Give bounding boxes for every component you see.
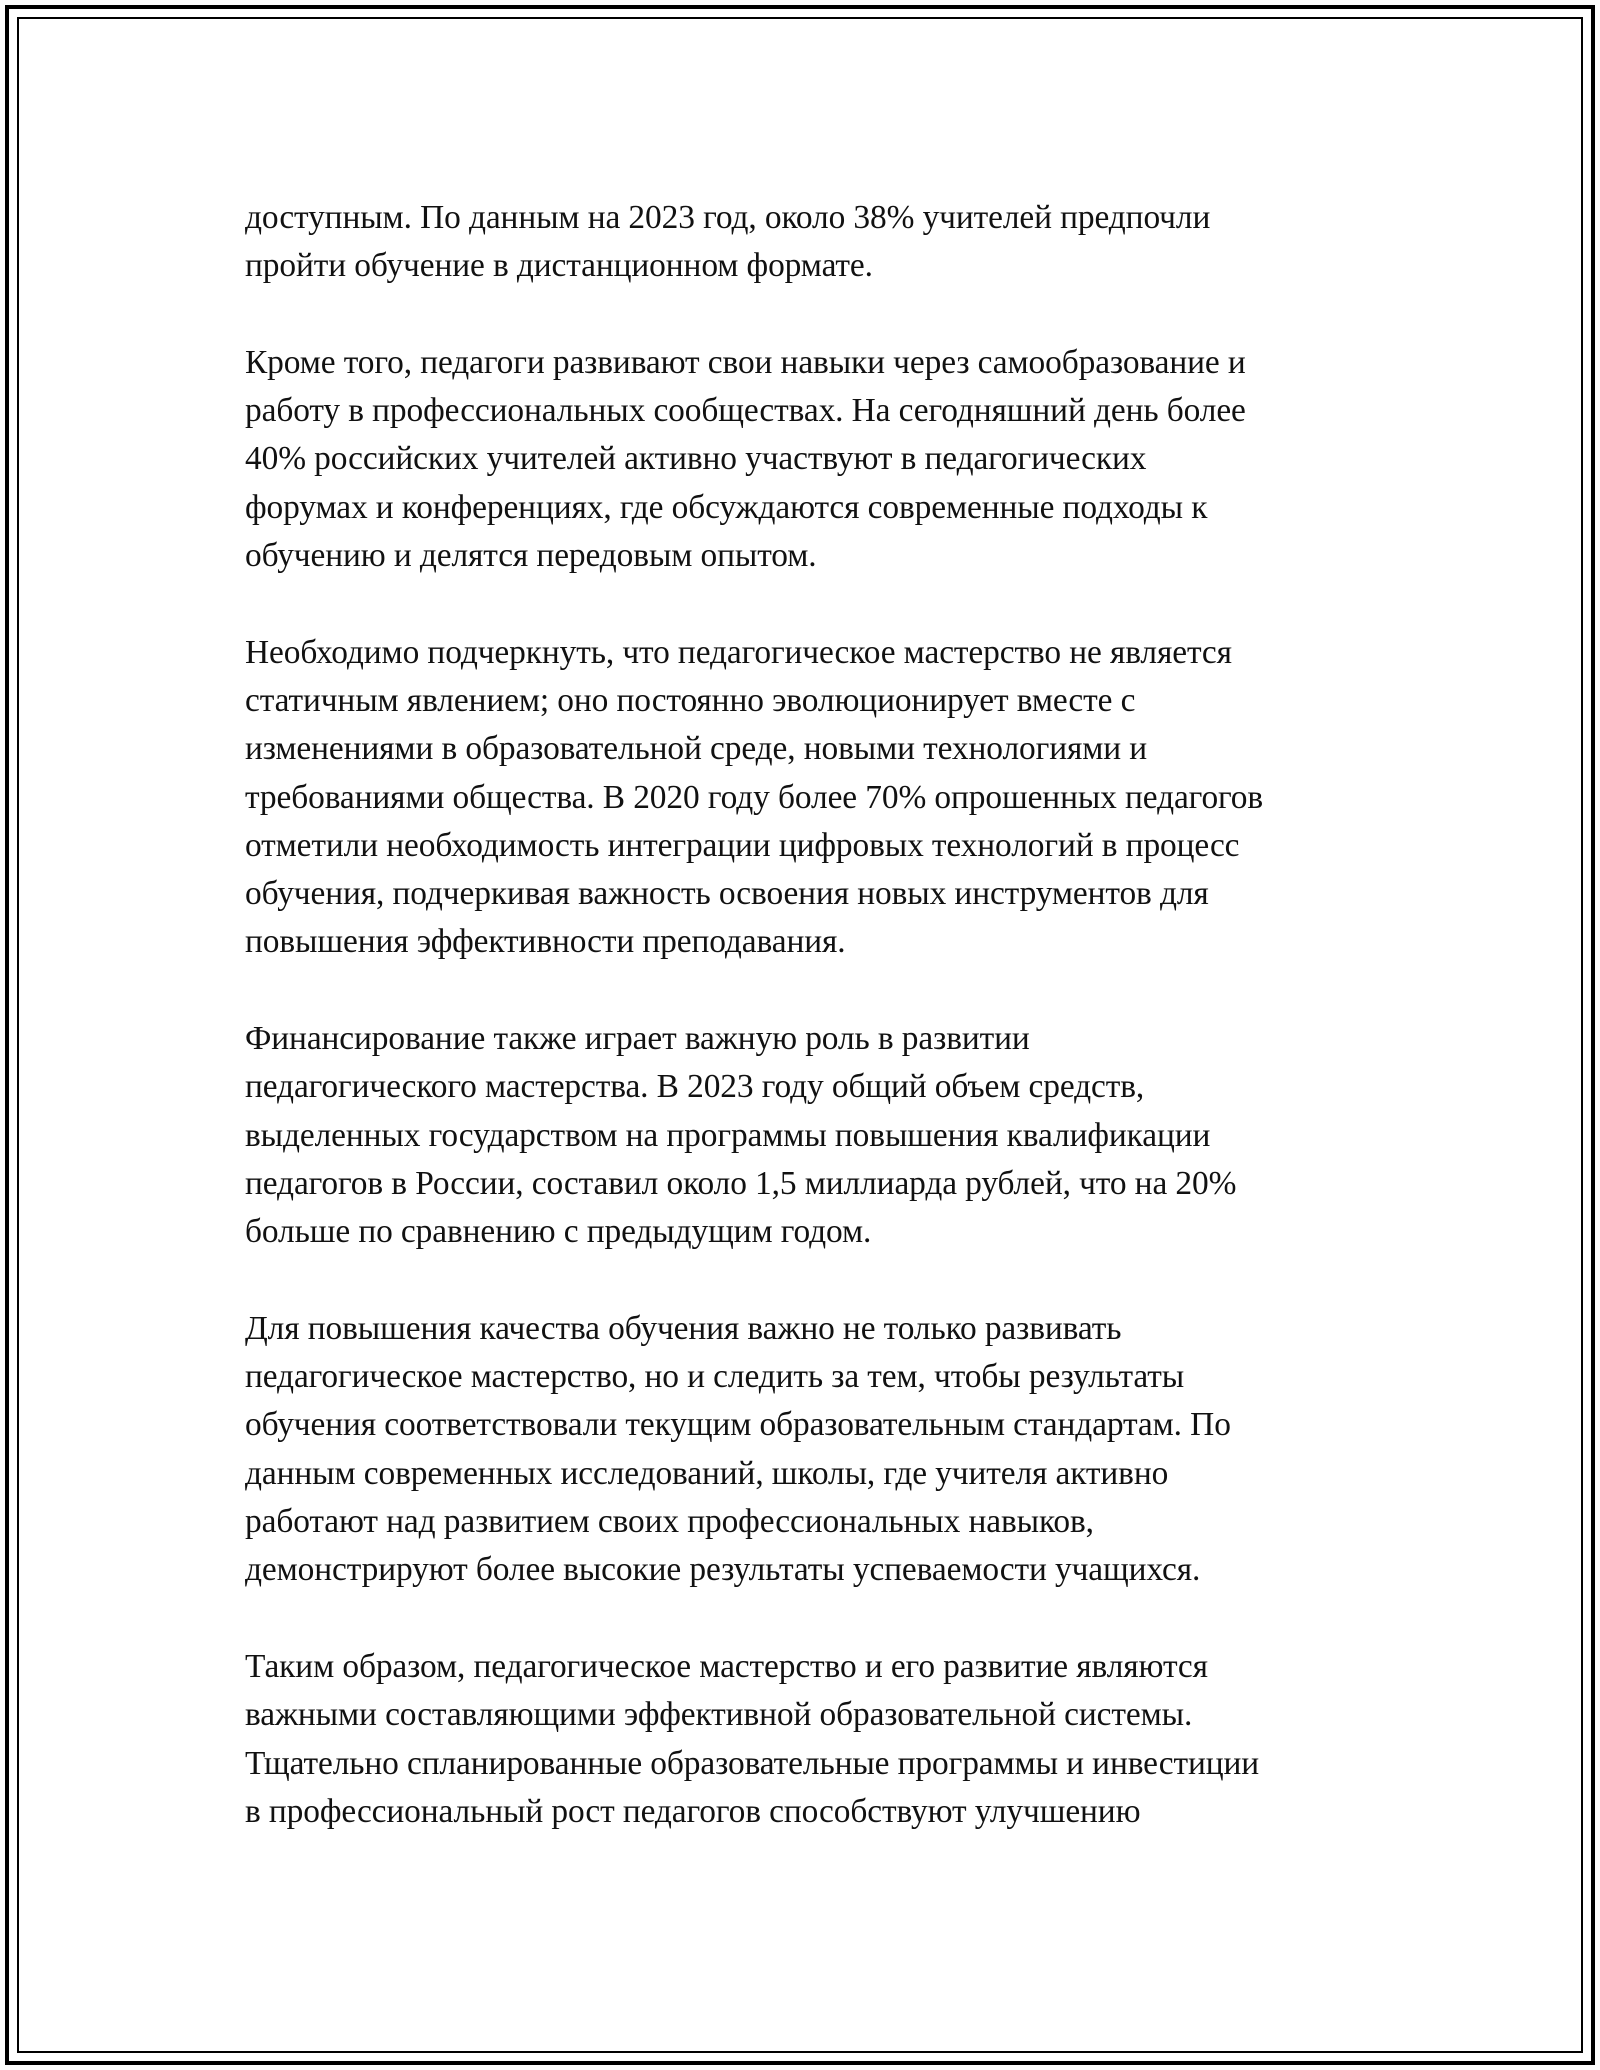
text-line: доступным. По данным на 2023 год, около 38% учителей предпочли <box>245 199 1211 236</box>
paragraph-2 <box>245 339 1420 580</box>
paragraph-6 <box>245 1643 1420 1836</box>
text-line: в профессиональный рост педагогов способствуют улучшению <box>245 1792 1141 1830</box>
text-line: работают над развитием своих профессиональных навыков, <box>245 1503 1094 1541</box>
paragraph-3 <box>245 629 1420 967</box>
text-line: требованиями общества. В 2020 году более 70% опрошенных педагогов <box>245 778 1264 816</box>
text-line: педагогическое мастерство, но и следить за тем, чтобы результаты <box>245 1358 1185 1396</box>
text-line: обучения, подчеркивая важность освоения новых инструментов для <box>245 875 1209 913</box>
text-line: работу в профессиональных сообществах. На сегодняшний день более <box>245 392 1246 430</box>
text-line: изменениями в образовательной среде, новыми технологиями и <box>245 730 1148 768</box>
paragraph-4 <box>245 1015 1420 1256</box>
text-line: пройти обучение в дистанционном формате. <box>245 247 873 285</box>
text-line: отметили необходимость интеграции цифровых технологий в процесс <box>245 826 1240 864</box>
text-line: обучения соответствовали текущим образовательным стандартам. По <box>245 1406 1231 1444</box>
text-line: 40% российских учителей активно участвуют в педагогических <box>245 440 1147 478</box>
page-border <box>5 5 1595 2065</box>
text-line: статичным явлением; оно постоянно эволюционирует вместе с <box>245 681 1136 719</box>
text-line: демонстрируют более высокие результаты успеваемости учащихся. <box>245 1551 1201 1589</box>
text-line: повышения эффективности преподавания. <box>245 923 846 961</box>
text-line: Тщательно спланированные образовательные программы и инвестиции <box>245 1744 1260 1782</box>
document-body <box>245 194 1420 1884</box>
text-line: Для повышения качества обучения важно не только развивать <box>245 1309 1122 1347</box>
text-line: выделенных государством на программы повышения квалификации <box>245 1116 1211 1154</box>
text-line: обучению и делятся передовым опытом. <box>245 537 817 575</box>
text-line: Кроме того, педагоги развивают свои навыки через самообразование и <box>245 343 1246 381</box>
text-line: данным современных исследований, школы, где учителя активно <box>245 1454 1169 1492</box>
text-line: Необходимо подчеркнуть, что педагогическое мастерство не является <box>245 633 1232 671</box>
text-line: Финансирование также играет важную роль в развитии <box>245 1020 1030 1058</box>
text-line: Таким образом, педагогическое мастерство и его развитие являются <box>245 1647 1208 1685</box>
text-line: больше по сравнению с предыдущим годом. <box>245 1213 872 1251</box>
text-line: важными составляющими эффективной образовательной системы. <box>245 1696 1193 1734</box>
paragraph-1 <box>245 194 1420 291</box>
text-line: педагогов в России, составил около 1,5 миллиарда рублей, что на 20% <box>245 1164 1237 1202</box>
paragraph-5 <box>245 1305 1420 1595</box>
text-line: форумах и конференциях, где обсуждаются современные подходы к <box>245 488 1208 526</box>
text-line: педагогического мастерства. В 2023 году общий объем средств, <box>245 1068 1145 1106</box>
